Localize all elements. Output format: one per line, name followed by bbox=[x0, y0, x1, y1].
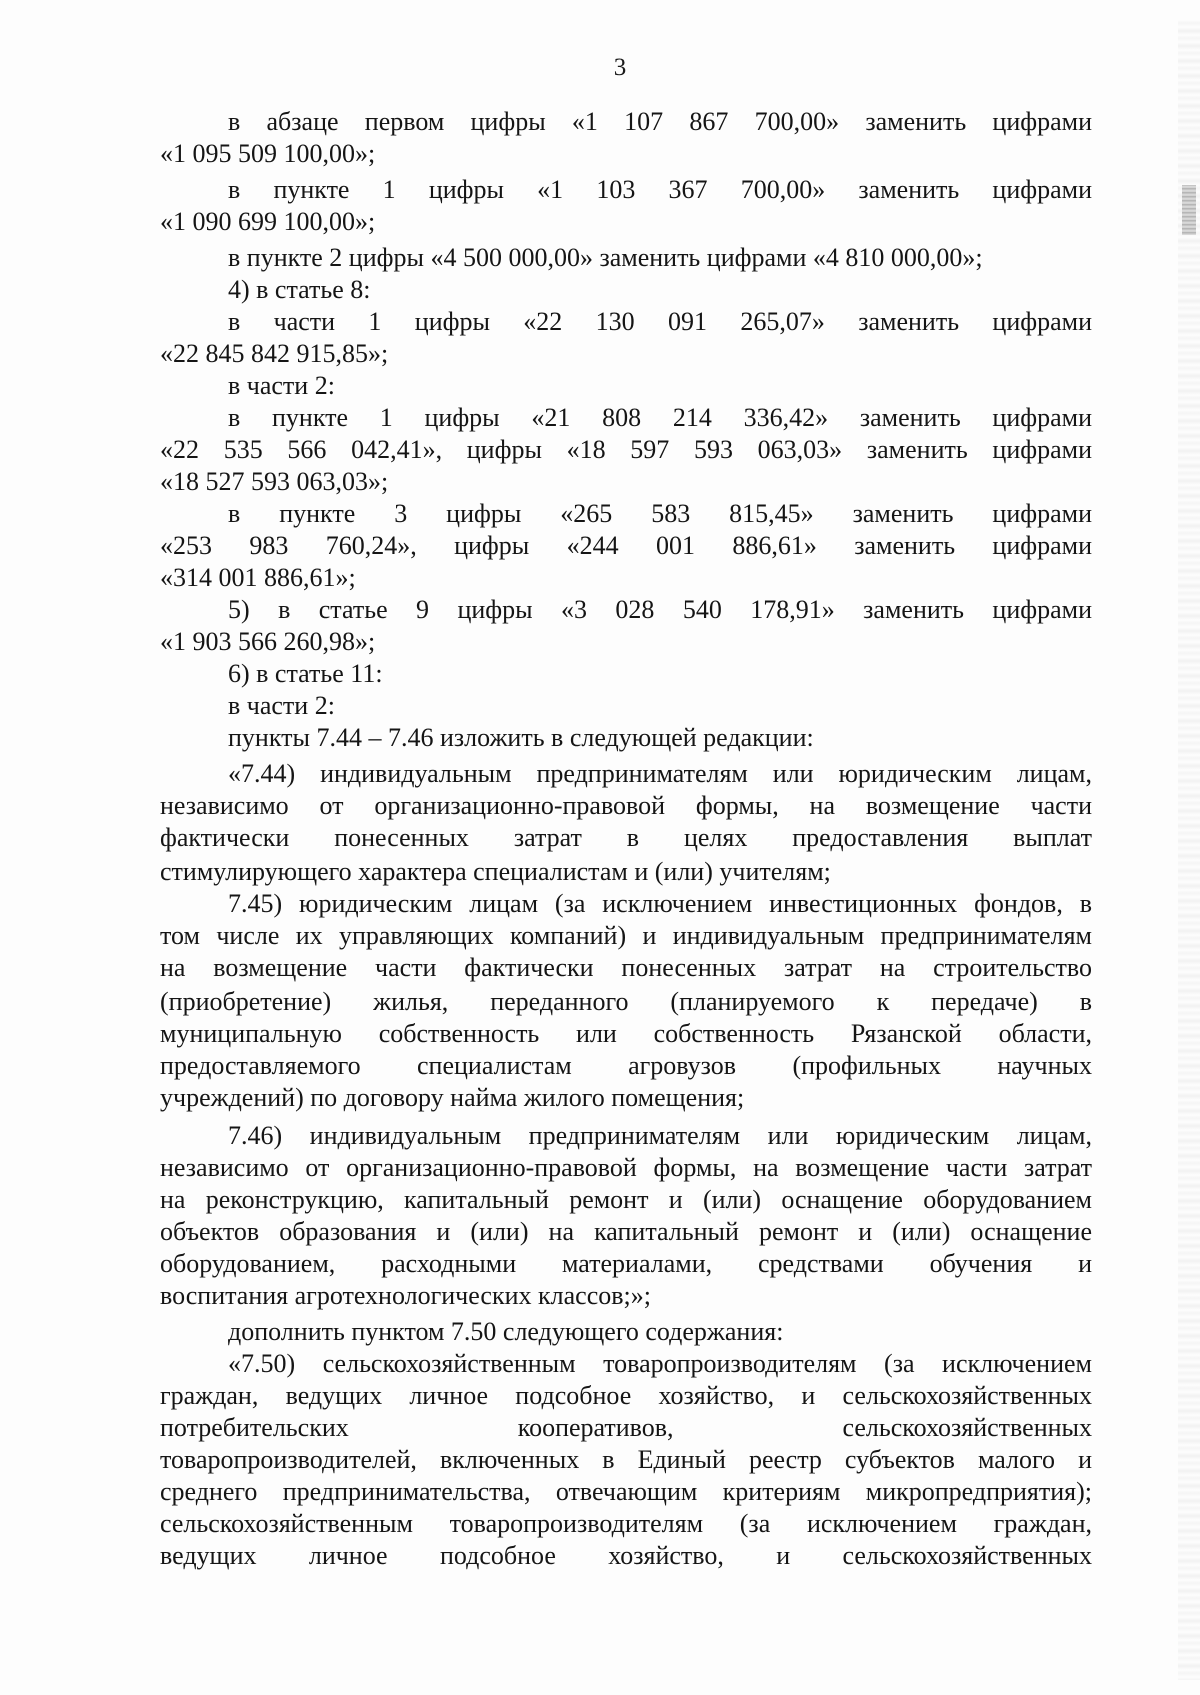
text-line: в части 2: bbox=[228, 371, 335, 400]
text-line: «7.44) индивидуальным предпринимателям или юридическим лицам, bbox=[228, 759, 1092, 788]
text-line: в пункте 1 цифры «21 808 214 336,42» заменить цифрами bbox=[228, 403, 1092, 432]
text-line: учреждений) по договору найма жилого помещения; bbox=[160, 1083, 745, 1112]
text-line: «18 527 593 063,03»; bbox=[160, 467, 389, 496]
text-line: «253 983 760,24», цифры «244 001 886,61» заменить цифрами bbox=[160, 531, 1092, 560]
text-line: 4) в статье 8: bbox=[228, 275, 371, 304]
text-line: 6) в статье 11: bbox=[228, 659, 383, 688]
text-line: «1 095 509 100,00»; bbox=[160, 139, 376, 168]
text-line: «1 903 566 260,98»; bbox=[160, 627, 376, 656]
text-line: ведущих личное подсобное хозяйство, и сельскохозяйственных bbox=[160, 1541, 1092, 1570]
text-line: воспитания агротехнологических классов;»; bbox=[160, 1281, 651, 1310]
text-line: «7.50) сельскохозяйственным товаропроизводителям (за исключением bbox=[228, 1349, 1092, 1378]
text-line: фактически понесенных затрат в целях предоставления выплат bbox=[160, 823, 1092, 852]
text-line: товаропроизводителей, включенных в Единый реестр субъектов малого и bbox=[160, 1445, 1092, 1474]
text-line: на возмещение части фактически понесенных затрат на строительство bbox=[160, 953, 1092, 982]
text-line: пункты 7.44 – 7.46 изложить в следующей редакции: bbox=[228, 723, 814, 752]
text-line: потребительских кооперативов, сельскохозяйственных bbox=[160, 1413, 1092, 1442]
text-line: сельскохозяйственным товаропроизводителям (за исключением граждан, bbox=[160, 1509, 1092, 1538]
text-line: в пункте 1 цифры «1 103 367 700,00» заменить цифрами bbox=[228, 175, 1092, 204]
text-line: «22 845 842 915,85»; bbox=[160, 339, 389, 368]
text-line: в абзаце первом цифры «1 107 867 700,00» заменить цифрами bbox=[228, 107, 1092, 136]
scan-mark-artifact bbox=[1182, 185, 1196, 235]
text-line: в части 2: bbox=[228, 691, 335, 720]
text-line: 7.45) юридическим лицам (за исключением инвестиционных фондов, в bbox=[228, 889, 1092, 918]
text-line: дополнить пунктом 7.50 следующего содержания: bbox=[228, 1317, 784, 1346]
document-body bbox=[160, 106, 1092, 1572]
text-line: в пункте 3 цифры «265 583 815,45» заменить цифрами bbox=[228, 499, 1092, 528]
text-line: «22 535 566 042,41», цифры «18 597 593 063,03» заменить цифрами bbox=[160, 435, 1092, 464]
text-line: оборудованием, расходными материалами, средствами обучения и bbox=[160, 1249, 1092, 1278]
text-line: том числе их управляющих компаний) и индивидуальным предпринимателям bbox=[160, 921, 1092, 950]
text-line: независимо от организационно-правовой формы, на возмещение части затрат bbox=[160, 1153, 1092, 1182]
text-line: муниципальную собственность или собственность Рязанской области, bbox=[160, 1019, 1092, 1048]
text-line: «314 001 886,61»; bbox=[160, 563, 356, 592]
text-line: граждан, ведущих личное подсобное хозяйство, и сельскохозяйственных bbox=[160, 1381, 1092, 1410]
text-line: «1 090 699 100,00»; bbox=[160, 207, 376, 236]
text-line: среднего предпринимательства, отвечающим критериям микропредприятия); bbox=[160, 1477, 1092, 1506]
text-line: в части 1 цифры «22 130 091 265,07» заменить цифрами bbox=[228, 307, 1092, 336]
text-line: предоставляемого специалистам агровузов (профильных научных bbox=[160, 1051, 1092, 1080]
text-line: в пункте 2 цифры «4 500 000,00» заменить цифрами «4 810 000,00»; bbox=[228, 243, 983, 272]
text-line: на реконструкцию, капитальный ремонт и (или) оснащение оборудованием bbox=[160, 1185, 1092, 1214]
text-line: 7.46) индивидуальным предпринимателям или юридическим лицам, bbox=[228, 1121, 1092, 1150]
text-line: 5) в статье 9 цифры «3 028 540 178,91» заменить цифрами bbox=[228, 595, 1092, 624]
text-line: стимулирующего характера специалистам и (или) учителям; bbox=[160, 857, 831, 886]
page-number: 3 bbox=[613, 54, 627, 81]
text-line: (приобретение) жилья, переданного (планируемого к передаче) в bbox=[160, 987, 1092, 1016]
text-line: независимо от организационно-правовой формы, на возмещение части bbox=[160, 791, 1092, 820]
scan-edge-artifact bbox=[1178, 20, 1200, 1680]
text-line: объектов образования и (или) на капитальный ремонт и (или) оснащение bbox=[160, 1217, 1092, 1246]
